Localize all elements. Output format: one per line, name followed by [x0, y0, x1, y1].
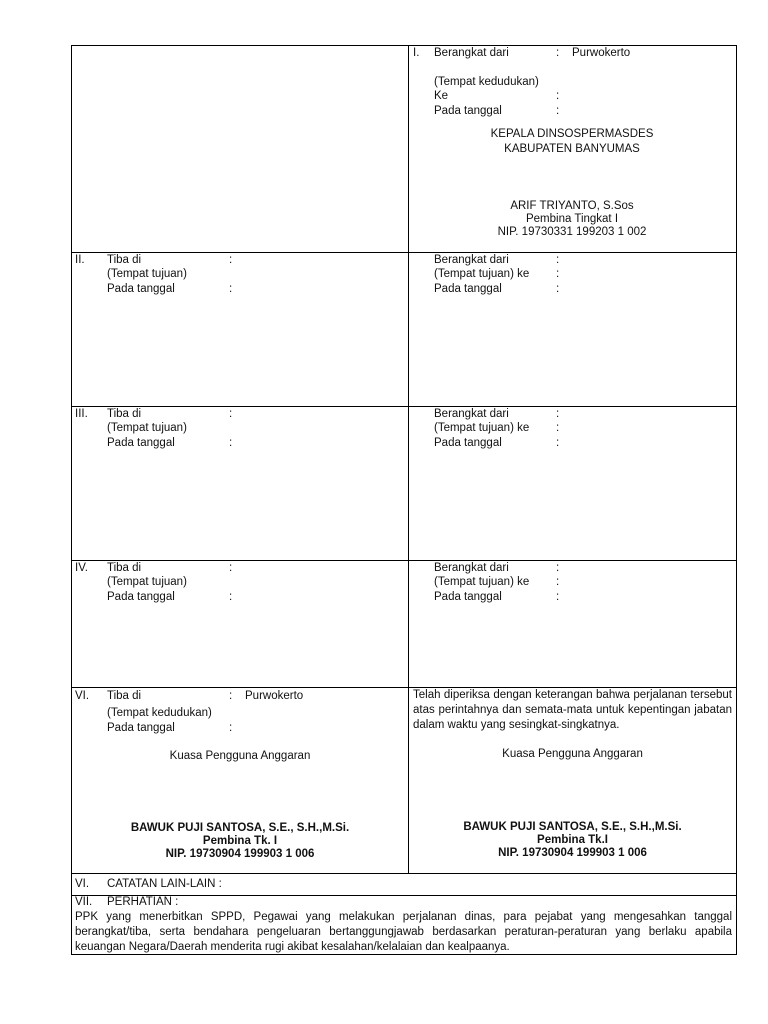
signatory-rank: Pembina Tingkat I	[525, 213, 619, 225]
pada-tanggal-label: Pada tanggal	[434, 437, 502, 449]
table-border-right	[736, 45, 737, 955]
signatory-nip: NIP. 19730331 199203 1 002	[497, 226, 647, 238]
catatan-label: CATATAN LAIN-LAIN :	[107, 878, 222, 890]
official-title: KEPALA DINSOSPERMASDES	[490, 128, 654, 140]
colon: :	[556, 47, 560, 59]
colon: :	[556, 268, 560, 280]
colon: :	[229, 722, 233, 734]
colon: :	[229, 408, 233, 420]
colon: :	[556, 90, 560, 102]
pada-tanggal-label: Pada tanggal	[434, 105, 502, 117]
perhatian-paragraph: PPK yang menerbitkan SPPD, Pegawai yang melakukan perjalanan dinas, para pejabat yang mengesahkan tanggal berangkat/tiba, serta bendahara pengeluaran bertanggungjawab berdasarkan peraturan-peraturan yang berlaku apabila keuangan Negara/Daerah menderita rugi akibat kesalahan/kelalaian dan kealpaanya.	[75, 911, 732, 953]
perhatian-label: PERHATIAN :	[107, 896, 179, 908]
colon: :	[229, 562, 233, 574]
table-border-left	[71, 45, 72, 955]
pada-tanggal-label: Pada tanggal	[107, 283, 175, 295]
section-number: VII.	[75, 896, 93, 908]
pada-tanggal-label: Pada tanggal	[434, 591, 502, 603]
berangkat-dari-label: Berangkat dari	[434, 408, 509, 420]
colon: :	[556, 437, 560, 449]
tempat-tujuan-label: (Tempat tujuan)	[107, 576, 187, 588]
section-number: VI.	[75, 690, 90, 702]
section-number: VI.	[75, 878, 90, 890]
pada-tanggal-label: Pada tanggal	[107, 591, 175, 603]
pada-tanggal-label: Pada tanggal	[107, 722, 175, 734]
colon: :	[556, 591, 560, 603]
row-divider-5	[71, 873, 737, 874]
tiba-di-label: Tiba di	[107, 254, 142, 266]
colon: :	[556, 283, 560, 295]
right-signatory-rank: Pembina Tk.I	[537, 834, 608, 846]
colon: :	[556, 408, 560, 420]
colon: :	[229, 283, 233, 295]
row-divider-1	[71, 252, 737, 253]
colon: :	[556, 576, 560, 588]
signatory-name: ARIF TRIYANTO, S.Sos	[510, 200, 634, 212]
tempat-tujuan-label: (Tempat tujuan)	[107, 422, 187, 434]
kuasa-pengguna-anggaran-right: Kuasa Pengguna Anggaran	[502, 748, 643, 760]
colon: :	[556, 254, 560, 266]
left-signatory-nip: NIP. 19730904 199903 1 006	[165, 848, 315, 860]
kuasa-pengguna-anggaran-left: Kuasa Pengguna Anggaran	[169, 750, 311, 762]
pada-tanggal-label: Pada tanggal	[434, 283, 502, 295]
colon: :	[556, 422, 560, 434]
tempat-tujuan-label: (Tempat tujuan)	[107, 268, 187, 280]
tempat-tujuan-ke-label: (Tempat tujuan) ke	[434, 576, 530, 588]
colon: :	[229, 591, 233, 603]
official-region: KABUPATEN BANYUMAS	[504, 143, 640, 155]
row-divider-2	[71, 406, 737, 407]
colon: :	[229, 690, 233, 702]
berangkat-dari-label: Berangkat dari	[434, 562, 509, 574]
colon: :	[229, 437, 233, 449]
tempat-kedudukan-label: (Tempat kedudukan)	[434, 76, 539, 88]
berangkat-dari-label: Berangkat dari	[434, 254, 509, 266]
tiba-di-label: Tiba di	[107, 408, 142, 420]
section-number: I.	[413, 47, 420, 59]
verification-statement: Telah diperiksa dengan keterangan bahwa perjalanan tersebut atas perintahnya dan semata-mata untuk kepentingan jabatan dalam waktu yang sesingkat-singkatnya.	[413, 689, 732, 731]
section-number: IV.	[75, 562, 89, 574]
tiba-di-value: Purwokerto	[245, 690, 304, 702]
ke-label: Ke	[434, 90, 449, 102]
pada-tanggal-label: Pada tanggal	[107, 437, 175, 449]
colon: :	[556, 562, 560, 574]
right-signatory-nip: NIP. 19730904 199903 1 006	[498, 847, 647, 859]
tiba-di-label: Tiba di	[107, 562, 142, 574]
berangkat-dari-label: Berangkat dari	[434, 47, 509, 59]
row-divider-3	[71, 560, 737, 561]
tiba-di-label: Tiba di	[107, 690, 142, 702]
tempat-tujuan-ke-label: (Tempat tujuan) ke	[434, 422, 530, 434]
left-signatory-name: BAWUK PUJI SANTOSA, S.E., S.H.,M.Si.	[130, 822, 350, 834]
colon: :	[229, 254, 233, 266]
colon: :	[556, 105, 560, 117]
tempat-tujuan-ke-label: (Tempat tujuan) ke	[434, 268, 530, 280]
right-signatory-name: BAWUK PUJI SANTOSA, S.E., S.H.,M.Si.	[463, 821, 682, 833]
berangkat-dari-value: Purwokerto	[572, 47, 631, 59]
table-border-top	[71, 45, 737, 46]
section-number: III.	[75, 408, 88, 420]
left-signatory-rank: Pembina Tk. I	[202, 835, 278, 847]
tempat-kedudukan-label: (Tempat kedudukan)	[107, 707, 212, 719]
section-number: II.	[75, 254, 85, 266]
